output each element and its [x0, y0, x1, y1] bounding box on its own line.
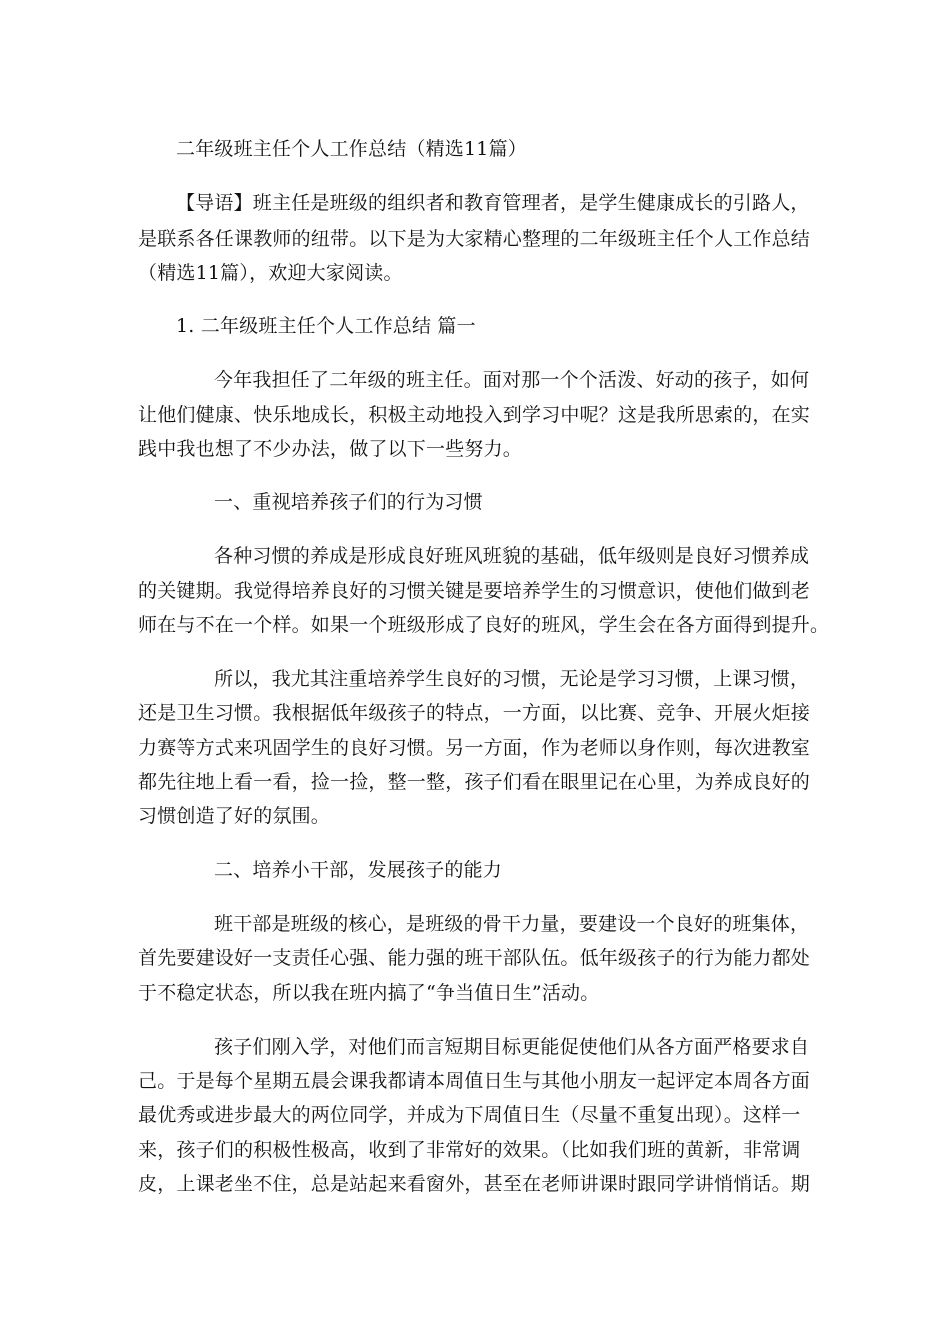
paragraph-line: 今年我担任了二年级的班主任。面对那一个个活泼、好动的孩子，如何 — [214, 369, 810, 391]
intro-line: 【导语】班主任是班级的组织者和教育管理者，是学生健康成长的引路人， — [176, 192, 810, 214]
paragraph-line: 践中我也想了不少办法，做了以下一些努力。 — [138, 438, 523, 460]
paragraph-line: 还是卫生习惯。我根据低年级孩子的特点，一方面，以比赛、竞争、开展火炬接 — [138, 702, 811, 724]
paragraph-line: 习惯创造了好的氛围。 — [138, 805, 331, 827]
paragraph-line: 的关键期。我觉得培养良好的习惯关键是要培养学生的习惯意识，使他们做到老 — [138, 580, 811, 602]
subheading: 一、重视培养孩子们的行为习惯 — [214, 491, 483, 513]
paragraph-line: 己。于是每个星期五晨会课我都请本周值日生与其他小朋友一起评定本周各方面 — [138, 1070, 811, 1092]
paragraph-line: 来，孩子们的积极性极高，收到了非常好的效果。（比如我们班的黄新，非常调 — [138, 1139, 801, 1161]
paragraph-line: 各种习惯的养成是形成良好班风班貌的基础，低年级则是良好习惯养成 — [214, 545, 810, 567]
document-title: 二年级班主任个人工作总结（精选11篇） — [176, 138, 527, 160]
paragraph-line: 皮，上课老坐不住，总是站起来看窗外，甚至在老师讲课时跟同学讲悄悄话。期 — [138, 1173, 811, 1195]
section-heading: 1. 二年级班主任个人工作总结 篇一 — [176, 315, 476, 337]
paragraph-line: 让他们健康、快乐地成长，积极主动地投入到学习中呢？这是我所思索的，在实 — [138, 404, 811, 426]
paragraph-line: 所以，我尤其注重培养学生良好的习惯，无论是学习习惯，上课习惯， — [214, 668, 810, 690]
paragraph-line: 师在与不在一个样。如果一个班级形成了良好的班风，学生会在各方面得到提升。 — [138, 614, 830, 636]
intro-line: （精选11篇），欢迎大家阅读。 — [138, 262, 403, 284]
paragraph-line: 于不稳定状态，所以我在班内搞了“争当值日生”活动。 — [138, 982, 600, 1004]
paragraph-line: 力赛等方式来巩固学生的良好习惯。另一方面，作为老师以身作则，每次进教室 — [138, 737, 811, 759]
paragraph-line: 都先往地上看一看，捡一捡，整一整，孩子们看在眼里记在心里，为养成良好的 — [138, 771, 811, 793]
paragraph-line: 最优秀或进步最大的两位同学，并成为下周值日生（尽量不重复出现）。这样一 — [138, 1104, 801, 1126]
subheading: 二、培养小干部，发展孩子的能力 — [214, 859, 503, 881]
paragraph-line: 班干部是班级的核心，是班级的骨干力量，要建设一个良好的班集体， — [214, 913, 810, 935]
paragraph-line: 孩子们刚入学，对他们而言短期目标更能促使他们从各方面严格要求自 — [214, 1036, 810, 1058]
intro-line: 是联系各任课教师的纽带。以下是为大家精心整理的二年级班主任个人工作总结 — [138, 228, 811, 250]
paragraph-line: 首先要建设好一支责任心强、能力强的班干部队伍。低年级孩子的行为能力都处 — [138, 947, 811, 969]
